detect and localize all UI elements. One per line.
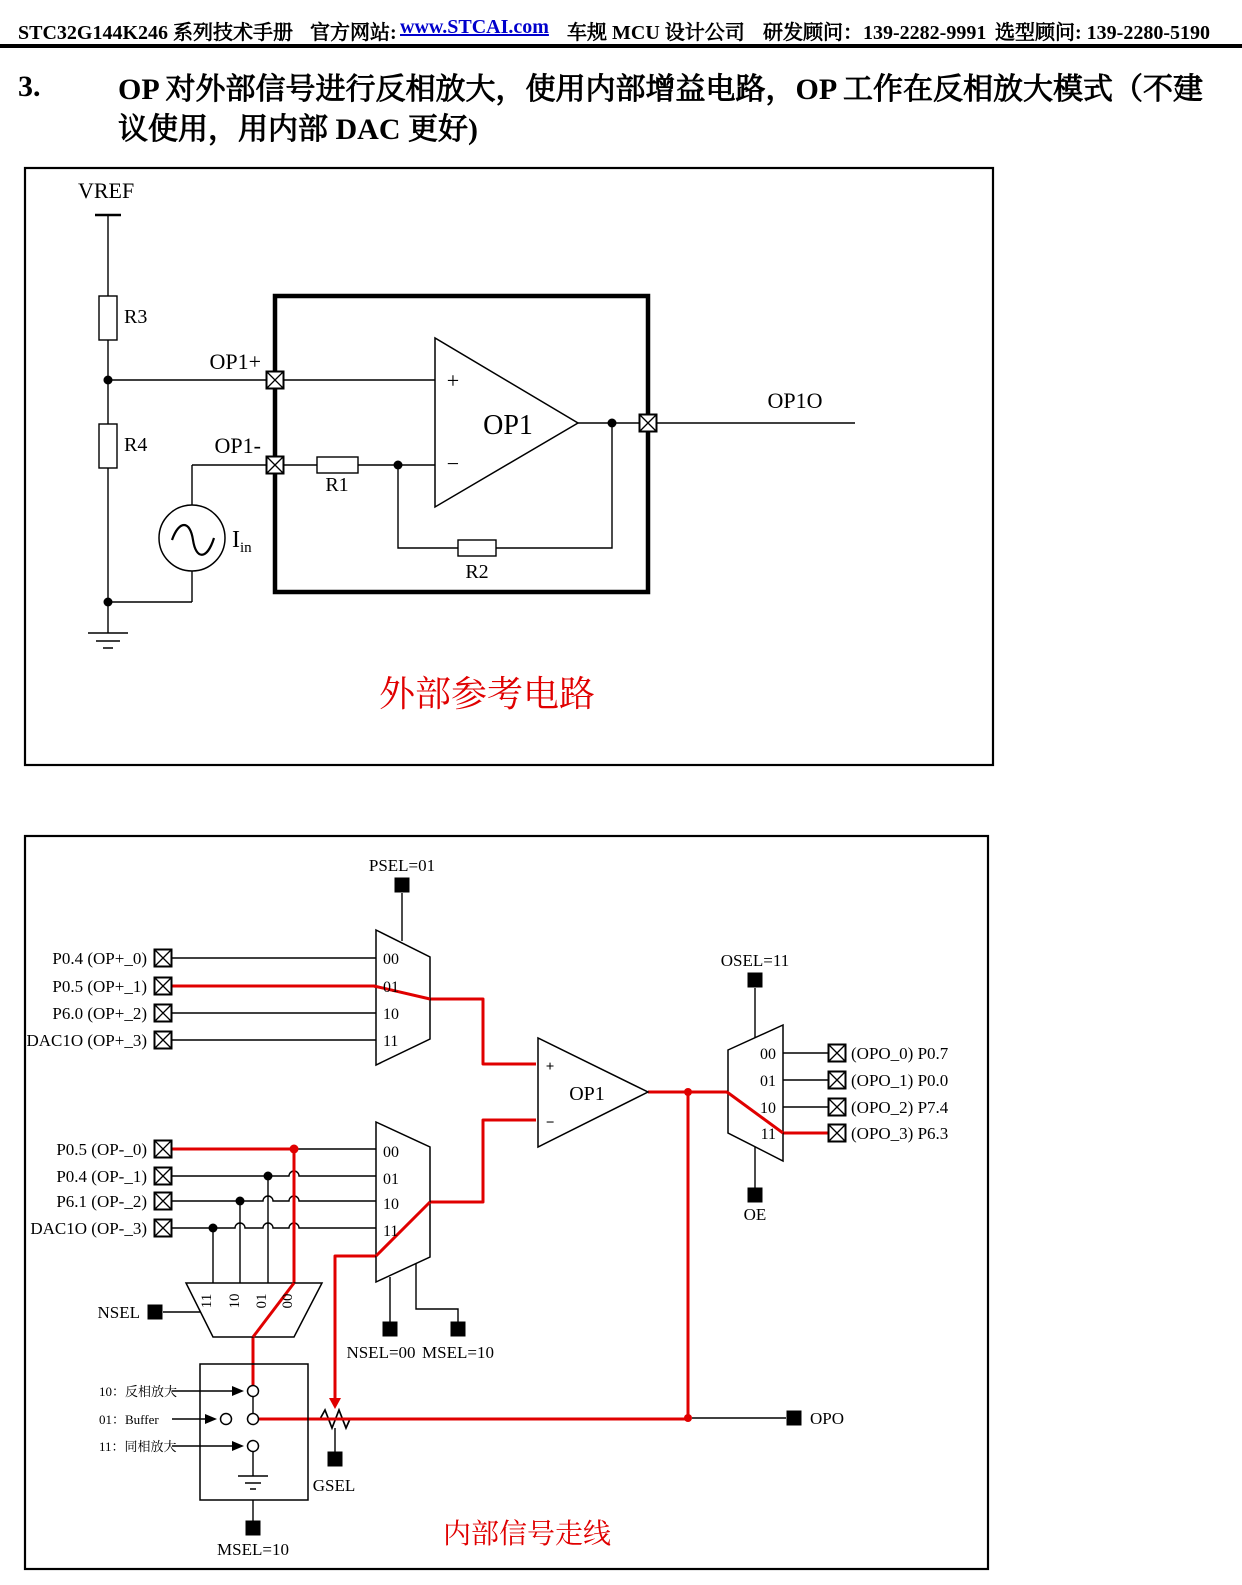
- terminal-icon: [328, 1452, 343, 1467]
- resistor-r2-icon: [458, 540, 496, 556]
- resistor-r4-icon: [99, 424, 117, 468]
- gsel-label: GSEL: [312, 1476, 356, 1495]
- junction-dot: [104, 376, 113, 385]
- op1o-label: OP1O: [767, 388, 823, 413]
- nsel-code: 11: [199, 1293, 215, 1309]
- manual-title: STC32G144K246 系列技术手册: [18, 22, 294, 44]
- gain-mode-label: 01：Buffer: [99, 1412, 159, 1427]
- plus-sign: +: [545, 1059, 555, 1075]
- pin-icon: [267, 457, 284, 474]
- vref-label: VREF: [78, 178, 135, 203]
- pin-icon: [155, 1168, 172, 1185]
- minus-sign: −: [545, 1115, 555, 1131]
- pin-icon: [155, 1220, 172, 1237]
- terminal-icon: [748, 1188, 763, 1203]
- iin-label: Iin: [232, 527, 252, 556]
- mux-code: 01: [383, 979, 399, 996]
- output-label: (OPO_1) P0.0: [851, 1071, 949, 1090]
- terminal-icon: [748, 973, 763, 988]
- mux-code: 10: [383, 1196, 399, 1213]
- resistor-r3-icon: [99, 296, 117, 340]
- junction-dot: [394, 461, 403, 470]
- sel-contact: 选型顾问: 139-2280-5190: [995, 22, 1210, 44]
- ground-icon: [88, 633, 128, 648]
- contact-circle: [248, 1414, 259, 1425]
- diagram1-caption: 外部参考电路: [378, 674, 596, 714]
- site-link[interactable]: www.STCAI.com: [400, 16, 549, 38]
- neg-input-label: P0.5 (OP-_0): [56, 1140, 147, 1159]
- r2-label: R2: [465, 561, 489, 583]
- r4-label: R4: [124, 434, 148, 456]
- wire: [171, 958, 376, 1040]
- mux-code: 11: [383, 1223, 399, 1240]
- pin-icon: [155, 950, 172, 967]
- pin-icon: [829, 1045, 846, 1062]
- r1-label: R1: [325, 474, 349, 496]
- nsel-code: 01: [254, 1293, 270, 1309]
- neg-input-label: P6.1 (OP-_2): [56, 1192, 147, 1211]
- opamp-label: OP1: [569, 1083, 605, 1105]
- junction-dot: [608, 419, 617, 428]
- pin-icon: [155, 1141, 172, 1158]
- psel-label: PSEL=01: [368, 856, 436, 875]
- junction-dot: [236, 1197, 245, 1206]
- resistor-r1-icon: [317, 457, 358, 473]
- junction-dot: [264, 1172, 273, 1181]
- msel-value-label: MSEL=10: [422, 1343, 494, 1362]
- wire: [171, 1196, 376, 1201]
- op1-plus-label: OP1+: [209, 349, 261, 374]
- nsel-code: 10: [227, 1293, 243, 1309]
- pin-icon: [829, 1125, 846, 1142]
- wire: [213, 1176, 268, 1283]
- output-label: (OPO_3) P6.3: [851, 1124, 949, 1143]
- minus-sign: −: [446, 451, 460, 476]
- mux-code: 11: [383, 1033, 399, 1050]
- site-label: 官方网站:: [310, 22, 397, 44]
- arrowhead-icon: [232, 1386, 244, 1396]
- pin-icon: [155, 1032, 172, 1049]
- mux-code: 00: [383, 951, 399, 968]
- contact-circle: [248, 1386, 259, 1397]
- mux-code: 10: [760, 1100, 776, 1117]
- pos-input-label: P6.0 (OP+_2): [52, 1004, 147, 1023]
- pin-icon: [155, 978, 172, 995]
- pos-input-label: P0.4 (OP+_0): [52, 949, 147, 968]
- heading-number: 3.: [18, 70, 41, 103]
- ground-icon: [238, 1452, 268, 1489]
- arrowhead-icon: [232, 1441, 244, 1451]
- junction-dot: [684, 1414, 692, 1422]
- opo-label: OPO: [810, 1409, 845, 1428]
- terminal-icon: [451, 1322, 466, 1337]
- terminal-icon: [148, 1305, 163, 1320]
- nsel-label: NSEL: [97, 1303, 140, 1322]
- rd-contact: 研发顾问：139-2282-9991: [763, 22, 987, 44]
- mux-code: 00: [760, 1046, 776, 1063]
- nsel-value-label: NSEL=00: [346, 1343, 416, 1362]
- wire: [783, 1053, 829, 1107]
- pos-input-label: DAC1O (OP+_3): [26, 1031, 147, 1050]
- contact-circle: [248, 1441, 259, 1452]
- pin-icon: [640, 415, 657, 432]
- oe-label: OE: [743, 1205, 767, 1224]
- pin-icon: [829, 1099, 846, 1116]
- heading-line1: OP 对外部信号进行反相放大，使用内部增益电路，OP 工作在反相放大模式（不建: [118, 73, 1204, 106]
- company-label: 车规 MCU 设计公司: [567, 22, 745, 44]
- wire-red: [171, 1149, 294, 1385]
- nsel-code: 00: [280, 1293, 296, 1309]
- contact-circle: [221, 1414, 232, 1425]
- external-reference-circuit: [25, 168, 993, 765]
- output-label: (OPO_2) P7.4: [851, 1098, 949, 1117]
- terminal-icon: [383, 1322, 398, 1337]
- terminal-icon: [246, 1521, 261, 1536]
- arrowhead-icon: [205, 1414, 217, 1424]
- nsel-mux: [186, 1283, 322, 1337]
- neg-input-label: P0.4 (OP-_1): [56, 1167, 147, 1186]
- wire: [171, 1171, 376, 1176]
- junction-dot: [209, 1224, 218, 1233]
- internal-signal-routing: [25, 836, 988, 1569]
- terminal-icon: [787, 1411, 802, 1426]
- junction-dot: [290, 1145, 299, 1154]
- wire: [171, 1223, 376, 1228]
- gain-mode-label: 10：反相放大: [99, 1384, 178, 1399]
- mux-code: 01: [760, 1073, 776, 1090]
- opamp-label: OP1: [483, 410, 533, 441]
- diagram2-caption: 内部信号走线: [443, 1519, 612, 1550]
- neg-input-label: DAC1O (OP-_3): [30, 1219, 147, 1238]
- pin-icon: [829, 1072, 846, 1089]
- junction-dot: [684, 1088, 692, 1096]
- op1-minus-label: OP1-: [214, 433, 261, 458]
- junction-dot: [104, 598, 113, 607]
- osel-label: OSEL=11: [720, 951, 790, 970]
- mux-code: 11: [760, 1126, 776, 1143]
- pin-icon: [267, 372, 284, 389]
- mux-code: 10: [383, 1006, 399, 1023]
- wire: [416, 1263, 458, 1322]
- heading-line2: 议使用，用内部 DAC 更好): [118, 113, 478, 146]
- pos-input-label: P0.5 (OP+_1): [52, 977, 147, 996]
- mux-code: 01: [383, 1171, 399, 1188]
- pin-icon: [155, 1005, 172, 1022]
- output-label: (OPO_0) P0.7: [851, 1044, 949, 1063]
- msel-label: MSEL=10: [217, 1540, 289, 1559]
- pin-icon: [155, 1193, 172, 1210]
- gain-mode-label: 11：同相放大: [99, 1439, 177, 1454]
- r3-label: R3: [124, 306, 148, 328]
- wire-red: [171, 986, 536, 1064]
- terminal-icon: [395, 878, 410, 893]
- plus-sign: +: [446, 368, 460, 393]
- mux-code: 00: [383, 1144, 399, 1161]
- wiper-arrowhead-icon: [329, 1398, 341, 1409]
